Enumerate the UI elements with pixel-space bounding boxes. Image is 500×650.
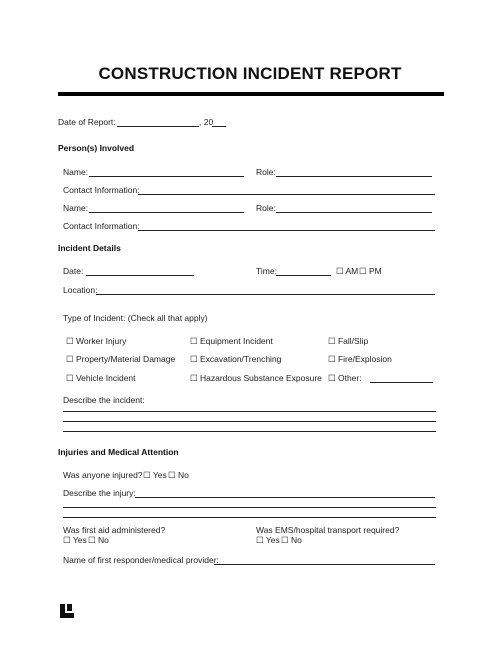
name-field-1[interactable] — [89, 176, 244, 177]
checkbox-worker-injury[interactable]: ☐ Worker Injury — [66, 336, 127, 346]
describe-injury-label: Describe the injury: — [63, 488, 136, 498]
incident-date-label: Date: — [63, 266, 84, 276]
injuries-heading: Injuries and Medical Attention — [58, 447, 179, 457]
incident-time-label: Time: — [256, 266, 277, 276]
checkbox-excavation-trenching[interactable]: ☐ Excavation/Trenching — [190, 354, 282, 364]
ems-yes-checkbox[interactable]: ☐ Yes — [256, 535, 280, 545]
persons-involved-heading: Person(s) Involved — [58, 143, 135, 153]
describe-injury-line-2[interactable] — [63, 507, 436, 508]
first-aid-label: Was first aid administered? — [63, 525, 166, 535]
ems-label: Was EMS/hospital transport required? — [256, 525, 400, 535]
brand-logo-icon — [60, 604, 74, 618]
injured-yes-checkbox[interactable]: ☐ Yes — [143, 470, 167, 480]
contact-label-1: Contact Information: — [63, 185, 140, 195]
pm-checkbox[interactable]: ☐ PM — [359, 266, 382, 276]
checkbox-vehicle-incident[interactable]: ☐ Vehicle Incident — [66, 373, 136, 383]
injured-no-checkbox[interactable]: ☐ No — [168, 470, 189, 480]
role-field-2[interactable] — [276, 212, 432, 213]
anyone-injured-label: Was anyone injured? — [63, 470, 143, 480]
checkbox-hazardous-substance[interactable]: ☐ Hazardous Substance Exposure — [190, 373, 322, 383]
ems-no-checkbox[interactable]: ☐ No — [281, 535, 302, 545]
checkbox-fire-explosion[interactable]: ☐ Fire/Explosion — [328, 354, 392, 364]
checkbox-property-damage[interactable]: ☐ Property/Material Damage — [66, 354, 176, 364]
checkbox-other[interactable]: ☐ Other: — [328, 373, 362, 383]
incident-time-field[interactable] — [276, 275, 331, 276]
other-field[interactable] — [370, 382, 433, 383]
first-responder-field[interactable] — [214, 564, 435, 565]
describe-incident-line-2[interactable] — [63, 421, 436, 422]
checkbox-fall-slip[interactable]: ☐ Fall/Slip — [328, 336, 369, 346]
name-label-1: Name: — [63, 167, 89, 177]
checkbox-equipment-incident[interactable]: ☐ Equipment Incident — [190, 336, 273, 346]
date-of-report-year-field[interactable] — [212, 126, 226, 127]
name-field-2[interactable] — [89, 212, 244, 213]
describe-incident-line-1[interactable] — [63, 411, 436, 412]
location-label: Location: — [63, 285, 98, 295]
name-label-2: Name: — [63, 203, 89, 213]
date-of-report-field[interactable] — [117, 126, 199, 127]
contact-field-2[interactable] — [138, 230, 435, 231]
describe-incident-label: Describe the incident: — [63, 395, 145, 405]
describe-injury-line-1[interactable] — [135, 497, 435, 498]
role-label-1: Role: — [256, 167, 276, 177]
title-rule — [58, 92, 444, 96]
describe-incident-line-3[interactable] — [63, 431, 436, 432]
role-label-2: Role: — [256, 203, 276, 213]
document-title: CONSTRUCTION INCIDENT REPORT — [98, 64, 402, 83]
contact-field-1[interactable] — [138, 194, 435, 195]
first-aid-no-checkbox[interactable]: ☐ No — [88, 535, 109, 545]
first-aid-yes-checkbox[interactable]: ☐ Yes — [63, 535, 87, 545]
date-of-report-label: Date of Report: — [58, 117, 116, 127]
am-checkbox[interactable]: ☐ AM — [336, 266, 359, 276]
contact-label-2: Contact Information: — [63, 221, 140, 231]
describe-injury-line-3[interactable] — [63, 517, 436, 518]
role-field-1[interactable] — [276, 176, 432, 177]
incident-details-heading: Incident Details — [58, 243, 121, 253]
location-field[interactable] — [96, 294, 435, 295]
date-of-report-year-prefix: , 20 — [199, 117, 214, 127]
type-of-incident-label: Type of Incident: (Check all that apply) — [63, 313, 208, 323]
incident-date-field[interactable] — [86, 275, 194, 276]
first-responder-label: Name of first responder/medical provider: — [63, 555, 219, 565]
